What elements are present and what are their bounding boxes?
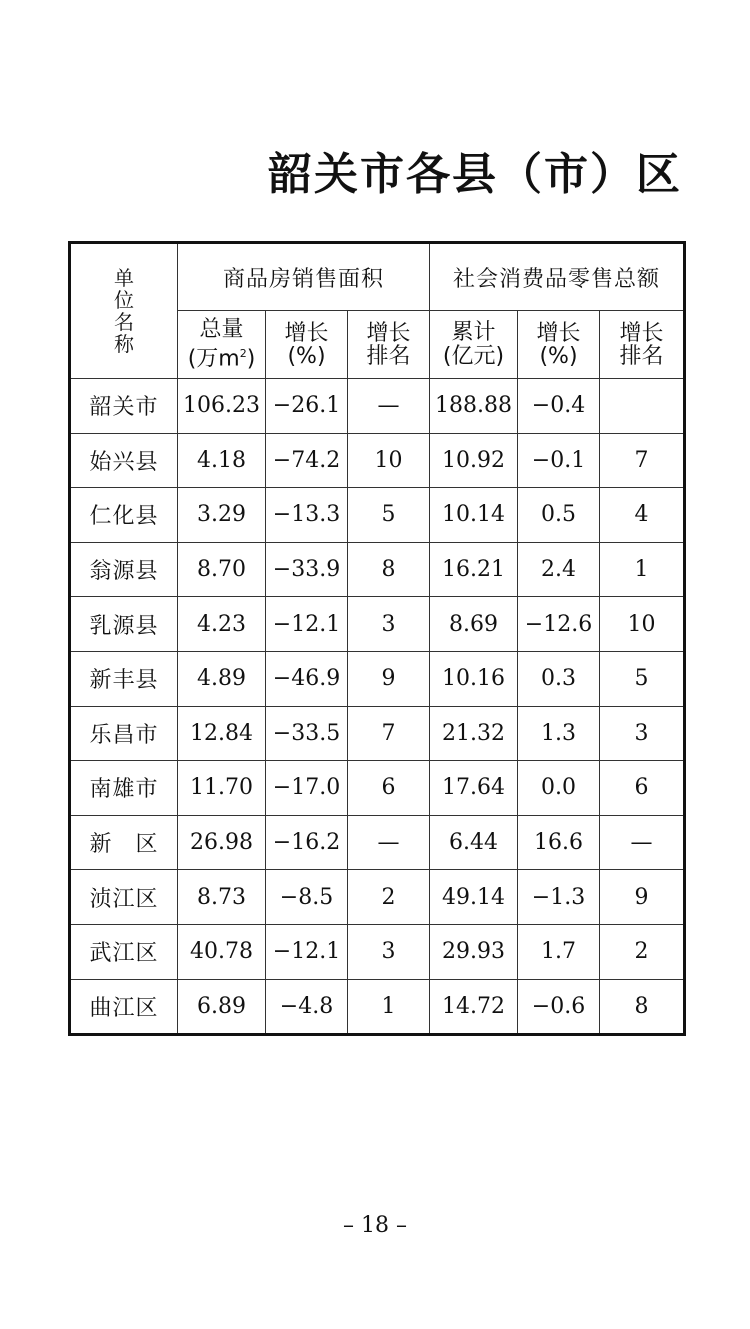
retail-rank-cell: 1 — [600, 542, 685, 597]
area-total-header-line1: 总量 — [199, 316, 244, 342]
area-rank-cell: 5 — [348, 488, 430, 543]
area-rank-cell: 3 — [348, 597, 430, 652]
area-total-header — [178, 311, 266, 379]
area-total-cell: 6.89 — [178, 979, 266, 1035]
retail-rank-cell: 8 — [600, 979, 685, 1035]
region-name-cell: 翁源县 — [70, 542, 178, 597]
retail-cumulative-cell: 14.72 — [430, 979, 518, 1035]
area-growth-cell: −16.2 — [266, 815, 348, 870]
unit-name-char: 位 — [114, 288, 134, 312]
retail-rank-cell: 3 — [600, 706, 685, 761]
area-total-cell: 26.98 — [178, 815, 266, 870]
table-row — [70, 542, 685, 597]
area-rank-cell: 10 — [348, 433, 430, 488]
retail-growth-cell: 16.6 — [518, 815, 600, 870]
unit-name-char: 名 — [114, 310, 134, 334]
area-growth-cell: −12.1 — [266, 924, 348, 979]
area-growth-header-line1: 增长 — [284, 320, 329, 346]
region-name-cell: 新 区 — [70, 815, 178, 870]
area-rank-header — [348, 311, 430, 379]
unit-name-char: 单 — [114, 266, 134, 290]
retail-growth-header — [518, 311, 600, 379]
table-row — [70, 706, 685, 761]
retail-cumulative-header-line2: (亿元) — [442, 343, 505, 369]
retail-rank-cell: 9 — [600, 870, 685, 925]
region-name-cell: 曲江区 — [70, 979, 178, 1035]
region-name-cell: 新丰县 — [70, 651, 178, 706]
area-rank-cell: 1 — [348, 979, 430, 1035]
area-total-cell: 40.78 — [178, 924, 266, 979]
area-unit-sup: 2 — [239, 346, 247, 360]
table-row — [70, 815, 685, 870]
area-total-cell: 11.70 — [178, 761, 266, 816]
retail-rank-cell: 4 — [600, 488, 685, 543]
table-row — [70, 651, 685, 706]
area-growth-cell: −74.2 — [266, 433, 348, 488]
area-growth-cell: −12.1 — [266, 597, 348, 652]
retail-rank-header-line1: 增长 — [619, 320, 664, 346]
table-row — [70, 924, 685, 979]
area-rank-cell: 2 — [348, 870, 430, 925]
area-total-unit — [178, 342, 265, 371]
area-rank-cell: 8 — [348, 542, 430, 597]
retail-cumulative-cell: 10.16 — [430, 651, 518, 706]
retail-sales-header: 社会消费品零售总额 — [430, 243, 685, 311]
retail-cumulative-cell: 29.93 — [430, 924, 518, 979]
area-rank-cell: 3 — [348, 924, 430, 979]
retail-cumulative-cell: 21.32 — [430, 706, 518, 761]
region-name-cell: 仁化县 — [70, 488, 178, 543]
table-row — [70, 597, 685, 652]
table-row — [70, 488, 685, 543]
region-name-cell: 始兴县 — [70, 433, 178, 488]
area-rank-header-line2: 排名 — [366, 343, 411, 369]
retail-cumulative-cell: 49.14 — [430, 870, 518, 925]
area-growth-cell: −4.8 — [266, 979, 348, 1035]
area-total-cell: 4.23 — [178, 597, 266, 652]
retail-rank-cell: 2 — [600, 924, 685, 979]
retail-growth-cell: 0.3 — [518, 651, 600, 706]
area-growth-cell: −46.9 — [266, 651, 348, 706]
retail-cumulative-cell: 6.44 — [430, 815, 518, 870]
table-row — [70, 379, 685, 434]
retail-rank-cell: 10 — [600, 597, 685, 652]
retail-growth-cell: 0.0 — [518, 761, 600, 816]
retail-growth-cell: −0.6 — [518, 979, 600, 1035]
region-name-cell: 南雄市 — [70, 761, 178, 816]
region-name-cell: 乳源县 — [70, 597, 178, 652]
area-growth-cell: −13.3 — [266, 488, 348, 543]
retail-growth-cell: 2.4 — [518, 542, 600, 597]
area-growth-header-line2: (%) — [287, 343, 326, 369]
retail-cumulative-cell: 10.14 — [430, 488, 518, 543]
area-rank-cell: — — [348, 815, 430, 870]
table-row — [70, 433, 685, 488]
retail-growth-header-line2: (%) — [539, 343, 578, 369]
retail-rank-cell: 6 — [600, 761, 685, 816]
retail-cumulative-cell: 188.88 — [430, 379, 518, 434]
area-unit-close: ) — [246, 346, 256, 372]
retail-cumulative-cell: 8.69 — [430, 597, 518, 652]
area-growth-cell: −17.0 — [266, 761, 348, 816]
retail-rank-cell: 7 — [600, 433, 685, 488]
retail-growth-cell: −0.1 — [518, 433, 600, 488]
table-row — [70, 979, 685, 1035]
area-unit-text: (万m — [187, 346, 240, 372]
retail-growth-cell: 1.3 — [518, 706, 600, 761]
retail-rank-cell: — — [600, 815, 685, 870]
area-rank-cell: 9 — [348, 651, 430, 706]
unit-name-char: 称 — [114, 332, 134, 356]
area-total-cell: 106.23 — [178, 379, 266, 434]
region-name-cell: 武江区 — [70, 924, 178, 979]
retail-cumulative-cell: 10.92 — [430, 433, 518, 488]
page-title: 韶关市各县（市）区 — [268, 149, 682, 200]
retail-cumulative-cell: 17.64 — [430, 761, 518, 816]
retail-rank-cell: 5 — [600, 651, 685, 706]
area-growth-cell: −8.5 — [266, 870, 348, 925]
retail-growth-header-line1: 增长 — [536, 320, 581, 346]
area-growth-cell: −33.5 — [266, 706, 348, 761]
area-rank-cell: — — [348, 379, 430, 434]
retail-cumulative-header — [430, 311, 518, 379]
retail-rank-cell — [600, 379, 685, 434]
retail-rank-header-line2: 排名 — [619, 343, 664, 369]
retail-growth-cell: −12.6 — [518, 597, 600, 652]
region-name-cell: 乐昌市 — [70, 706, 178, 761]
table-row — [70, 870, 685, 925]
housing-sales-area-header: 商品房销售面积 — [178, 243, 430, 311]
retail-growth-cell: −0.4 — [518, 379, 600, 434]
page-number: – 18 – — [343, 1213, 407, 1238]
area-total-cell: 4.18 — [178, 433, 266, 488]
area-total-cell: 4.89 — [178, 651, 266, 706]
retail-growth-cell: 0.5 — [518, 488, 600, 543]
area-rank-header-line1: 增长 — [366, 320, 411, 346]
area-rank-cell: 6 — [348, 761, 430, 816]
retail-cumulative-cell: 16.21 — [430, 542, 518, 597]
area-total-cell: 3.29 — [178, 488, 266, 543]
region-name-cell: 韶关市 — [70, 379, 178, 434]
retail-growth-cell: −1.3 — [518, 870, 600, 925]
table-row — [70, 761, 685, 816]
area-rank-cell: 7 — [348, 706, 430, 761]
unit-name-header — [70, 243, 178, 379]
statistics-table — [68, 241, 686, 1036]
area-total-cell: 8.70 — [178, 542, 266, 597]
retail-rank-header — [600, 311, 685, 379]
area-total-cell: 8.73 — [178, 870, 266, 925]
area-growth-cell: −26.1 — [266, 379, 348, 434]
area-growth-cell: −33.9 — [266, 542, 348, 597]
area-growth-header — [266, 311, 348, 379]
region-name-cell: 浈江区 — [70, 870, 178, 925]
retail-growth-cell: 1.7 — [518, 924, 600, 979]
header-row-groups — [70, 243, 685, 311]
area-total-cell: 12.84 — [178, 706, 266, 761]
retail-cumulative-header-line1: 累计 — [451, 319, 496, 345]
